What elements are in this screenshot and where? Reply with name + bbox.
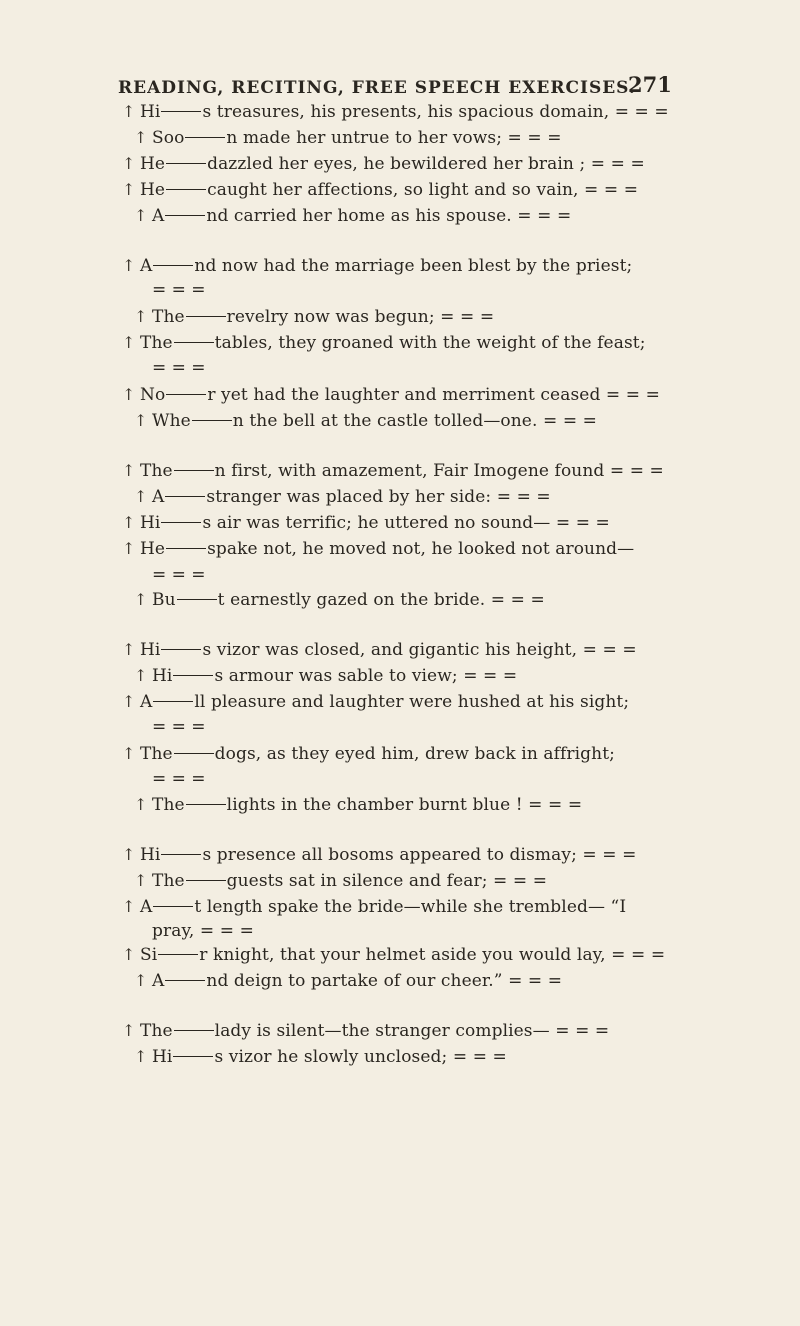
line-tail: pray, = = =	[152, 921, 254, 941]
poem-line	[122, 640, 637, 660]
line-head: The	[152, 795, 185, 815]
inflection-arrow-icon: ↑	[122, 333, 136, 352]
pause-dash	[153, 906, 193, 908]
running-title: READING, RECITING, FREE SPEECH EXERCISES.	[118, 78, 636, 98]
line-tail: nd deign to partake of our cheer.” = = =	[206, 971, 563, 991]
inflection-arrow-icon: ↑	[134, 411, 148, 430]
inflection-arrow-icon: ↑	[134, 971, 148, 990]
line-head: A	[152, 971, 165, 991]
line-tail: n first, with amazement, Fair Imogene found = = =	[214, 461, 664, 481]
pause-dash	[161, 854, 201, 856]
line-head: Si	[140, 945, 158, 965]
line-tail: s air was terrific; he uttered no sound— = = =	[202, 513, 610, 533]
line-tail: n the bell at the castle tolled—one. = = =	[232, 411, 598, 431]
line-tail: n made her untrue to her vows; = = =	[226, 128, 562, 148]
line-head: A	[140, 692, 153, 712]
line-head: The	[152, 871, 185, 891]
line-tail: s armour was sable to view; = = =	[214, 666, 518, 686]
line-head: The	[140, 1021, 173, 1041]
line-tail: r knight, that your helmet aside you would lay, = = =	[199, 945, 666, 965]
inflection-arrow-icon: ↑	[134, 307, 148, 326]
poem-line	[122, 1021, 609, 1041]
poem-line	[134, 411, 597, 431]
pause-dash	[161, 649, 201, 651]
inflection-arrow-icon: ↑	[134, 206, 148, 225]
line-head: A	[140, 897, 153, 917]
line-tail: r yet had the laughter and merriment ceased = = =	[207, 385, 660, 405]
pause-dash	[166, 548, 206, 550]
line-tail: stranger was placed by her side: = = =	[206, 487, 551, 507]
poem-line	[122, 845, 636, 865]
line-tail: lady is silent—the stranger complies— = = =	[214, 1021, 610, 1041]
line-tail: dazzled her eyes, he bewildered her brain ; = = =	[207, 154, 645, 174]
pause-dash	[166, 163, 206, 165]
pause-dash	[174, 753, 214, 755]
continuation-equals-mark: = = =	[152, 280, 206, 300]
poem-line	[122, 897, 626, 917]
poem-line	[122, 513, 610, 533]
line-head: The	[140, 333, 173, 353]
inflection-arrow-icon: ↑	[122, 180, 136, 199]
pause-dash	[173, 675, 213, 677]
line-head: A	[140, 256, 153, 276]
pause-dash	[161, 111, 201, 113]
line-head: The	[152, 307, 185, 327]
line-head: He	[140, 180, 166, 200]
poem-line	[122, 744, 615, 764]
line-head: A	[152, 206, 165, 226]
continuation-equals-mark: = = =	[152, 769, 206, 789]
line-tail: ll pleasure and laughter were hushed at his sight;	[194, 692, 630, 712]
poem-line	[134, 795, 582, 815]
poem-line	[152, 921, 254, 941]
pause-dash	[192, 420, 232, 422]
line-tail: nd now had the marriage been blest by the priest;	[194, 256, 633, 276]
inflection-arrow-icon: ↑	[122, 897, 136, 916]
line-head: Soo	[152, 128, 185, 148]
line-tail: t length spake the bride—while she trembled— “I	[194, 897, 627, 917]
poem-line	[134, 206, 571, 226]
pause-dash	[186, 880, 226, 882]
poem-line	[122, 333, 646, 353]
line-tail: guests sat in silence and fear; = = =	[226, 871, 548, 891]
continuation-equals-mark: = = =	[152, 717, 206, 737]
pause-dash	[153, 265, 193, 267]
poem-line	[134, 971, 562, 991]
line-head: Hi	[140, 102, 161, 122]
line-head: Hi	[140, 513, 161, 533]
pause-dash	[174, 342, 214, 344]
line-tail: s treasures, his presents, his spacious domain, = = =	[202, 102, 669, 122]
pause-dash	[153, 701, 193, 703]
poem-line	[122, 180, 638, 200]
line-tail: dogs, as they eyed him, drew back in affright;	[214, 744, 615, 764]
line-tail: s vizor was closed, and gigantic his height, = = =	[202, 640, 637, 660]
pause-dash	[185, 137, 225, 139]
poem-line	[122, 692, 629, 712]
inflection-arrow-icon: ↑	[122, 513, 136, 532]
inflection-arrow-icon: ↑	[122, 461, 136, 480]
poem-line	[122, 102, 669, 122]
line-head: Hi	[152, 1047, 173, 1067]
pause-dash	[173, 1056, 213, 1058]
poem-line	[134, 307, 494, 327]
poem-line	[122, 154, 645, 174]
line-head: He	[140, 539, 166, 559]
inflection-arrow-icon: ↑	[134, 666, 148, 685]
poem-line	[122, 461, 664, 481]
pause-dash	[174, 1030, 214, 1032]
line-head: A	[152, 487, 165, 507]
inflection-arrow-icon: ↑	[122, 640, 136, 659]
line-head: He	[140, 154, 166, 174]
inflection-arrow-icon: ↑	[134, 795, 148, 814]
line-head: Hi	[140, 640, 161, 660]
inflection-arrow-icon: ↑	[122, 102, 136, 121]
line-tail: spake not, he moved not, he looked not around—	[207, 539, 635, 559]
inflection-arrow-icon: ↑	[122, 539, 136, 558]
line-tail: lights in the chamber burnt blue ! = = =	[226, 795, 583, 815]
inflection-arrow-icon: ↑	[122, 945, 136, 964]
poem-line	[134, 1047, 507, 1067]
pause-dash	[177, 599, 217, 601]
pause-dash	[161, 522, 201, 524]
pause-dash	[186, 316, 226, 318]
inflection-arrow-icon: ↑	[122, 692, 136, 711]
line-head: The	[140, 744, 173, 764]
line-head: The	[140, 461, 173, 481]
continuation-equals-mark: = = =	[152, 358, 206, 378]
line-tail: s vizor he slowly unclosed; = = =	[214, 1047, 507, 1067]
line-tail: tables, they groaned with the weight of the feast;	[214, 333, 646, 353]
inflection-arrow-icon: ↑	[122, 1021, 136, 1040]
poem-line	[134, 487, 551, 507]
inflection-arrow-icon: ↑	[122, 154, 136, 173]
line-head: Whe	[152, 411, 191, 431]
poem-line	[134, 666, 517, 686]
line-tail: nd carried her home as his spouse. = = =	[206, 206, 572, 226]
pause-dash	[165, 215, 205, 217]
line-tail: revelry now was begun; = = =	[226, 307, 495, 327]
pause-dash	[186, 804, 226, 806]
inflection-arrow-icon: ↑	[122, 845, 136, 864]
poem-line	[134, 871, 547, 891]
inflection-arrow-icon: ↑	[134, 487, 148, 506]
inflection-arrow-icon: ↑	[122, 256, 136, 275]
line-tail: caught her affections, so light and so vain, = = =	[207, 180, 639, 200]
pause-dash	[166, 189, 206, 191]
inflection-arrow-icon: ↑	[122, 385, 136, 404]
inflection-arrow-icon: ↑	[134, 1047, 148, 1066]
pause-dash	[166, 394, 206, 396]
pause-dash	[165, 496, 205, 498]
poem-line	[122, 385, 660, 405]
page-number: 271	[628, 72, 672, 97]
continuation-equals-mark: = = =	[152, 565, 206, 585]
line-head: No	[140, 385, 166, 405]
pause-dash	[174, 470, 214, 472]
poem-line	[122, 256, 632, 276]
inflection-arrow-icon: ↑	[134, 128, 148, 147]
line-head: Bu	[152, 590, 176, 610]
poem-line	[122, 539, 634, 559]
line-tail: t earnestly gazed on the bride. = = =	[217, 590, 545, 610]
inflection-arrow-icon: ↑	[134, 590, 148, 609]
inflection-arrow-icon: ↑	[122, 744, 136, 763]
inflection-arrow-icon: ↑	[134, 871, 148, 890]
pause-dash	[158, 954, 198, 956]
line-tail: s presence all bosoms appeared to dismay; = = =	[202, 845, 637, 865]
pause-dash	[165, 980, 205, 982]
poem-line	[134, 128, 562, 148]
poem-line	[134, 590, 545, 610]
line-head: Hi	[152, 666, 173, 686]
line-head: Hi	[140, 845, 161, 865]
poem-line	[122, 945, 665, 965]
